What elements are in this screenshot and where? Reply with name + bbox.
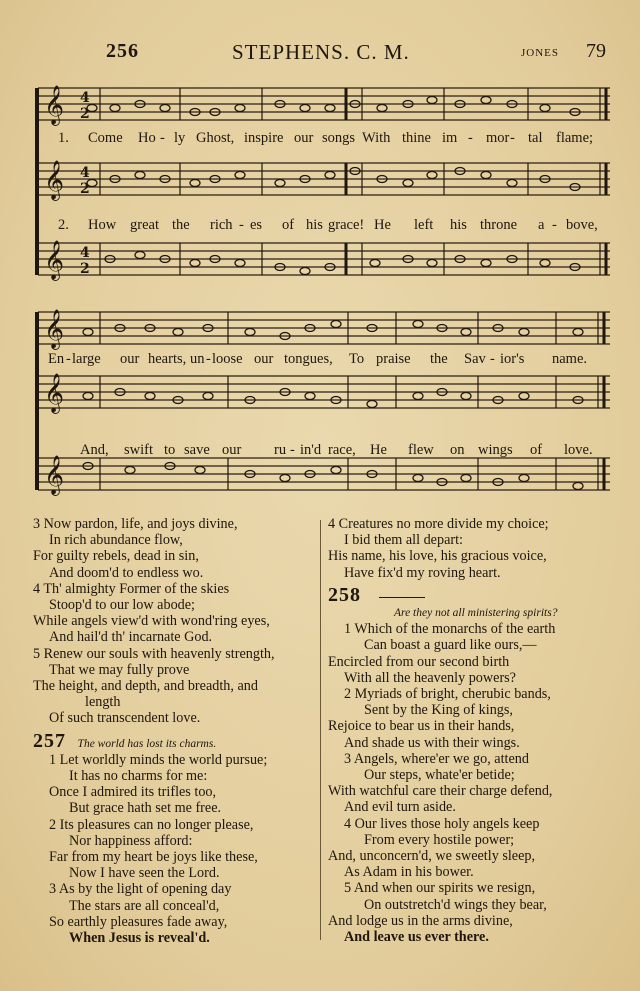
time-sig-bot-3: 2 (80, 261, 90, 277)
treble-clef-1: 𝄞 (44, 85, 65, 125)
verse-line: From every hostile power; (364, 831, 515, 848)
hymn-258-heading (328, 583, 618, 606)
verse-line: Stoop'd to our low abode; (49, 597, 195, 614)
heading-rule (379, 597, 425, 598)
verse-line: Now I have seen the Lord. (69, 865, 220, 882)
time-sig-top-3: 4 (80, 245, 90, 261)
verse-line: But grace hath set me free. (69, 800, 222, 817)
verse-line: 5 Renew our souls with heavenly strength, (33, 645, 275, 662)
hymn-258-subtitle: Are they not all ministering spirits? (394, 607, 558, 620)
staff-3-lines (38, 243, 610, 275)
verse-line: It has no charms for me: (69, 768, 208, 785)
verse-line: 4 Th' almighty Former of the skies (33, 580, 230, 597)
verse-line: And shade us with their wings. (344, 734, 520, 751)
verse-line: Have fix'd my roving heart. (344, 564, 501, 581)
staff-2-lines (38, 163, 610, 195)
hymnal-page: 256 STEPHENS. C. M. JONES 79 𝄞 𝄞 𝄞 4 2 4 2 4 2 1. Come Ho - ly Ghost, inspire our songs With thine im - mor - tal flame; 2. How great the rich - es of his grace! He left his throne a - bove, 𝄞 𝄞 𝄞 En - large our hearts, un - loose our tongues, To praise the Sav - ior's name. And, swift to save our ru - in'd race, He flew on wings of love. 3 Now pardon, life, and joys divine, In rich abundance flow, For guilty rebels, dead in sin, And doom'd to endless wo. 4 Th' almighty Former of the skies Stoop'd to our low abode; While angels view'd with wond'ring eyes, And hail'd th' incarnate God. 5 Renew our souls with heavenly strength, That we may fully prove The height, and depth, and breadth, and length Of such transcendent love. 257 The world has lost its charms. 1 Let worldly minds the world pursue; It has no charms for me: Once I admired its trifles too, But grace hath set me free. 2 Its pleasures can no longer please, Nor happiness afford: Far from my heart be joys like these, Now I have seen the Lord. 3 As by the light of opening day The stars are all conceal'd, So earthly pleasures fade away, When Jesus is reveal'd. 4 Creatures no more divide my choice; I bid them all depart: His name, his love, his gracious voice, Have fix'd my roving heart. 258 Are they not all ministering spirits? 1 Which of the monarchs of the earth Can boast a guard like ours,— Encircled from our second birth With all the heavenly powers? 2 Myriads of bright, cherubic bands, Sent by the King of kings, Rejoice to bear us in their hands, And shade us with their wings. 3 Angels, where'er we go, attend Our steps, whate'er betide; With watchful care their charge defend, And evil turn aside. 4 Our lives those holy angels keep From every hostile power; And, unconcern'd, we sweetly sleep, As Adam in his bower. 5 And when our spirits we resign, On outstretch'd wings they bear, And lodge us in the arms divine, And leave us ever there. (0, 0, 640, 991)
notes-staff-4 (83, 321, 583, 340)
verse-line: Sent by the King of kings, (364, 702, 513, 719)
verse-line: 4 Our lives those holy angels keep (344, 815, 540, 832)
hymn-257-subtitle: The world has lost its charms. (77, 737, 217, 750)
treble-clef-2: 𝄞 (44, 160, 65, 200)
verse-line: With watchful care their charge defend, (328, 783, 553, 800)
verse-line: Encircled from our second birth (328, 653, 510, 670)
column-divider (320, 520, 321, 940)
treble-clef-3: 𝄞 (44, 240, 65, 280)
music-system-2 (0, 300, 640, 520)
treble-clef-5: 𝄞 (44, 373, 65, 413)
hymn-258-number: 258 (328, 583, 361, 606)
staff-1-lines (38, 88, 610, 120)
hymn-257-heading (33, 729, 318, 752)
verse-line: Once I admired its trifles too, (49, 784, 217, 801)
verse-line: His name, his love, his gracious voice, (328, 548, 547, 565)
verse-line: 2 Myriads of bright, cherubic bands, (344, 686, 551, 703)
verse-line: And leave us ever there. (344, 929, 489, 946)
time-sig-top-1: 4 (80, 90, 90, 106)
notes-staff-1 (87, 97, 580, 116)
verse-line: And evil turn aside. (344, 799, 456, 816)
time-sig-bot-2: 2 (80, 181, 90, 197)
verse-line: Rejoice to bear us in their hands, (328, 718, 515, 735)
verse-line: While angels view'd with wond'ring eyes, (33, 613, 270, 630)
time-sig-top-2: 4 (80, 165, 90, 181)
verse-line: With all the heavenly powers? (344, 669, 516, 686)
treble-clef-6: 𝄞 (44, 455, 65, 495)
composer-name: JONES (521, 47, 560, 59)
left-text-column (33, 516, 318, 946)
verse-line: 3 As by the light of opening day (49, 881, 232, 898)
verse-line: 3 Angels, where'er we go, attend (344, 750, 529, 767)
verse-line: The stars are all conceal'd, (69, 897, 220, 914)
verse-line: 5 And when our spirits we resign, (344, 880, 536, 897)
verse-line: For guilty rebels, dead in sin, (33, 548, 199, 565)
hymn-number: 256 (106, 40, 139, 62)
right-text-column (328, 516, 618, 945)
time-sig-bot-1: 2 (80, 106, 90, 122)
verse-line: Can boast a guard like ours,— (364, 637, 537, 654)
verse-line: Nor happiness afford: (69, 832, 193, 849)
verse-line: When Jesus is reveal'd. (69, 930, 210, 947)
verse-line: And lodge us in the arms divine, (328, 912, 513, 929)
verse-line: So earthly pleasures fade away, (49, 913, 228, 930)
treble-clef-4: 𝄞 (44, 309, 65, 349)
verse-line: And hail'd th' incarnate God. (49, 629, 213, 646)
verse-line: The height, and depth, and breadth, and (33, 678, 258, 695)
verse-line: 3 Now pardon, life, and joys divine, (33, 516, 238, 532)
verse-line: 1 Let worldly minds the world pursue; (49, 751, 268, 768)
verse-line: Our steps, whate'er betide; (364, 767, 515, 784)
verse-line: And doom'd to endless wo. (49, 564, 204, 581)
verse-line: 4 Creatures no more divide my choice; (328, 516, 549, 532)
hymn-257-number: 257 (33, 729, 66, 752)
verse-line: In rich abundance flow, (49, 532, 183, 549)
notes-staff-5 (83, 389, 583, 408)
notes-staff-3 (105, 252, 580, 275)
verse-line: As Adam in his bower. (344, 864, 474, 881)
page-number: 79 (586, 40, 606, 62)
verse-line: I bid them all depart: (344, 532, 463, 549)
verse-line: On outstretch'd wings they bear, (364, 896, 547, 913)
verse-line: And, unconcern'd, we sweetly sleep, (328, 848, 536, 865)
verse-line: 2 Its pleasures can no longer please, (49, 816, 254, 833)
verse-line: Far from my heart be joys like these, (49, 849, 258, 866)
tune-title: STEPHENS. C. M. (232, 40, 410, 64)
verse-line: length (85, 694, 121, 711)
verse-line: Of such transcendent love. (49, 710, 201, 727)
verse-line: 1 Which of the monarchs of the earth (344, 621, 556, 638)
verse-line: That we may fully prove (49, 661, 190, 678)
